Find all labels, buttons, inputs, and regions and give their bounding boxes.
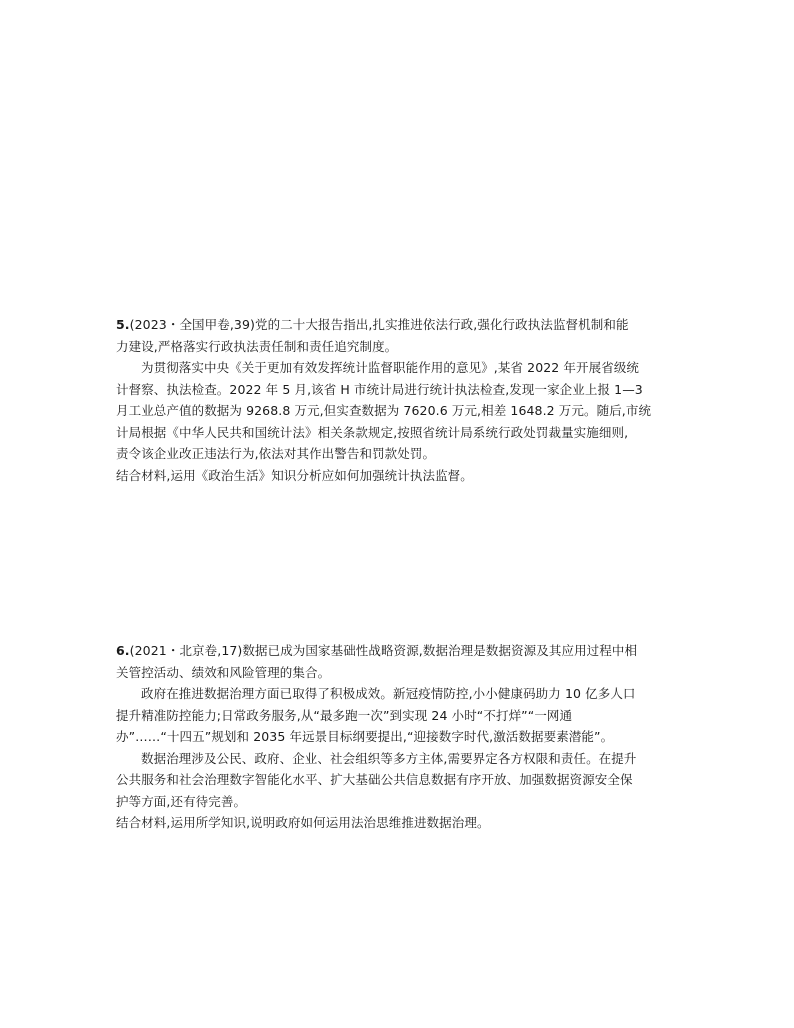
question-5: [116, 314, 676, 486]
question-5-material-line-7: 责令该企业改正违法行为,依法对其作出警告和罚款处罚。: [116, 446, 436, 461]
question-6-material-line-7: 公共服务和社会治理数字智能化水平、扩大基础公共信息数据有序开放、加强数据资源安全保: [116, 772, 633, 787]
question-6-number: 6.: [116, 643, 130, 658]
question-6-line-2: 关管控活动、绩效和风险管理的集合。: [116, 664, 331, 680]
question-6-line-1: [116, 640, 676, 662]
question-5-line-2: 力建设,严格落实行政执法责任制和责任追究制度。: [116, 338, 398, 354]
question-5-number: 5.: [116, 317, 130, 332]
question-6: [116, 640, 676, 834]
question-5-material-line-6: 计局根据《中华人民共和国统计法》相关条款规定,按照省统计局系统行政处罚裁量实施细则,: [116, 424, 629, 440]
question-6-material-line-6: 数据治理涉及公民、政府、企业、社会组织等多方主体,需要界定各方权限和责任。在提升: [141, 750, 637, 766]
question-6-material-line-3: 政府在推进数据治理方面已取得了积极成效。新冠疫情防控,小小健康码助力 10 亿多人口: [141, 686, 636, 701]
question-6-material-line-4: 提升精准防控能力;日常政务服务,从“最多跑一次”到实现 24 小时“不打烊”“一网通: [116, 707, 573, 723]
question-5-line-1: [116, 314, 676, 336]
question-5-prompt: 结合材料,运用《政治生活》知识分析应如何加强统计执法监督。: [116, 467, 473, 483]
question-5-material-line-4: 计督察、执法检查。2022 年 5 月,该省 H 市统计局进行统计执法检查,发现一家企业上报 1—3: [116, 381, 643, 397]
question-6-material-line-5: 办”……“十四五”规划和 2035 年远景目标纲要提出,“迎接数字时代,激活数据要素潜能”。: [116, 729, 614, 744]
question-6-stem-start: (2021・北京卷,17)数据已成为国家基础性战略资源,数据治理是数据资源及其应用过程中相: [129, 643, 638, 658]
question-5-material-line-3: 为贯彻落实中央《关于更加有效发挥统计监督职能作用的意见》,某省 2022 年开展省级统: [141, 360, 640, 375]
question-5-stem-start: (2023・全国甲卷,39)党的二十大报告指出,扎实推进依法行政,强化行政执法监督机制和能: [129, 317, 629, 332]
question-6-prompt: 结合材料,运用所学知识,说明政府如何运用法治思维推进数据治理。: [116, 815, 490, 830]
question-6-material-line-8: 护等方面,还有待完善。: [116, 793, 247, 809]
question-5-material-line-5: 月工业总产值的数据为 9268.8 万元,但实查数据为 7620.6 万元,相差 1648.2 万元。随后,市统: [116, 403, 652, 418]
